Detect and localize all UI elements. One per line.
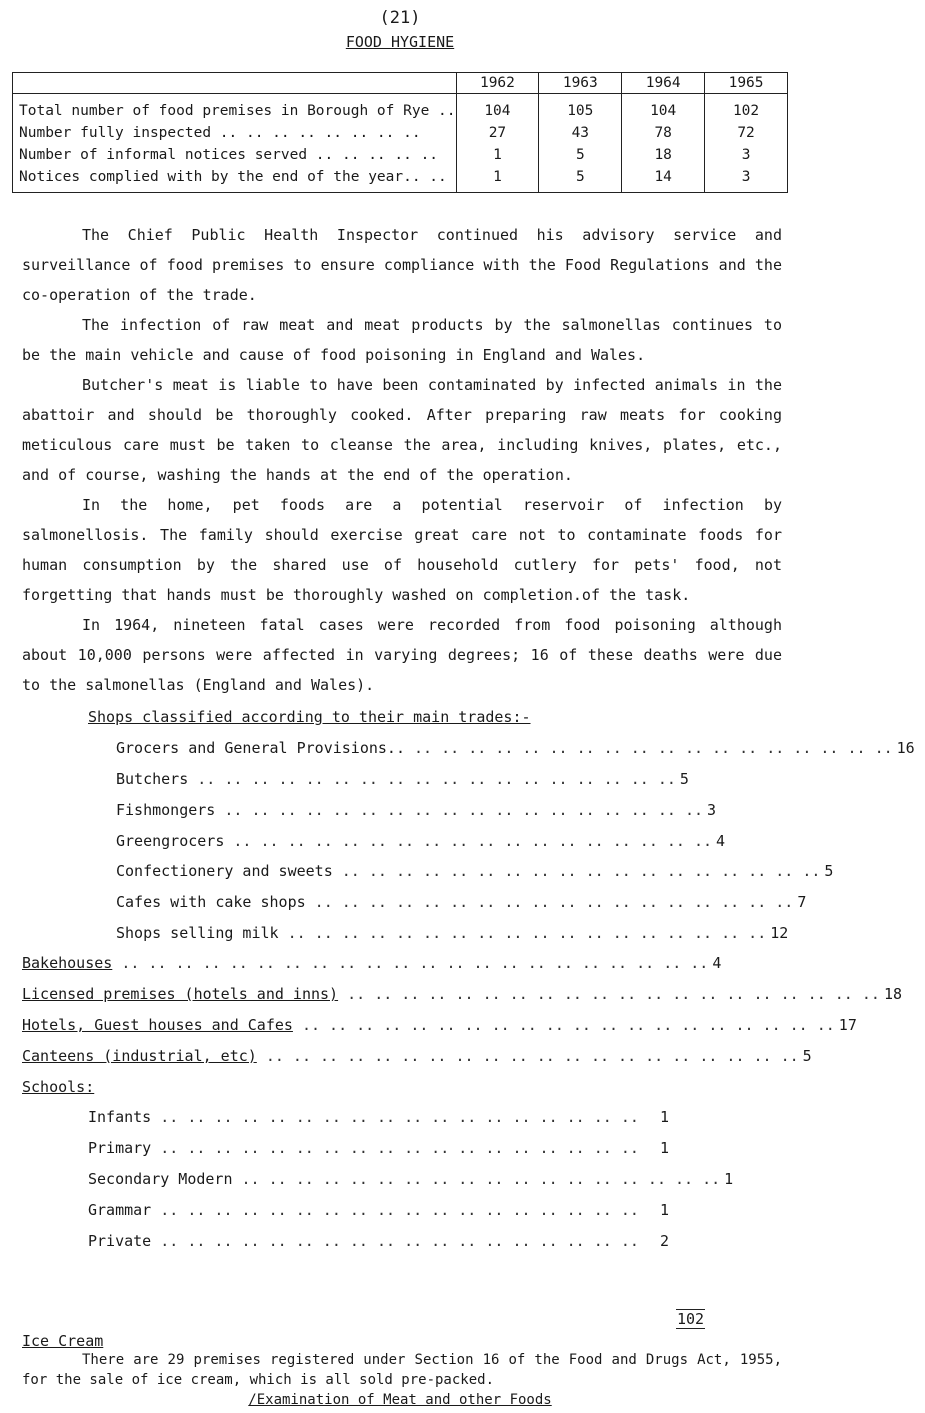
cell-value: 1 bbox=[456, 144, 539, 166]
shops-title-row bbox=[88, 702, 688, 733]
cell-value: 72 bbox=[705, 122, 788, 144]
cell-value: 1 bbox=[456, 166, 539, 193]
list-item: Private .. .. .. .. .. .. .. .. .. .. .. .. .. .. .. .. .. .. 2 bbox=[88, 1225, 688, 1256]
cell-value: 3 bbox=[705, 144, 788, 166]
year-header: 1963 bbox=[539, 73, 622, 94]
list-item: Butchers .. .. .. .. .. .. .. .. .. .. .. .. .. .. .. .. .. .. 5 bbox=[116, 764, 688, 795]
ice-cream-title: Ice Cream bbox=[22, 1332, 104, 1350]
item-value: 5 bbox=[679, 769, 689, 788]
list-item: Fishmongers .. .. .. .. .. .. .. .. .. .. .. .. .. .. .. .. .. .. 3 bbox=[116, 794, 688, 825]
page-heading bbox=[0, 33, 800, 51]
item-value: 5 bbox=[824, 862, 834, 881]
list-item: Shops selling milk .. .. .. .. .. .. .. .. .. .. .. .. .. .. .. .. .. .. 12 bbox=[116, 918, 688, 949]
table-row bbox=[13, 144, 788, 166]
list-item: Bakehouses .. .. .. .. .. .. .. .. .. .. .. .. .. .. .. .. .. .. .. .. .. .. 4 bbox=[22, 948, 688, 979]
item-value: 1 bbox=[724, 1169, 734, 1188]
list-item: Licensed premises (hotels and inns) .. .. .. .. .. .. .. .. .. .. .. .. .. .. .. .. .. .. .. .. 18 bbox=[22, 979, 688, 1010]
item-label: Grocers and General Provisions.. bbox=[116, 739, 405, 758]
list-item: Greengrocers .. .. .. .. .. .. .. .. .. .. .. .. .. .. .. .. .. .. 4 bbox=[116, 825, 688, 856]
list-item: Grammar .. .. .. .. .. .. .. .. .. .. .. .. .. .. .. .. .. .. 1 bbox=[88, 1194, 688, 1225]
cell-value: 27 bbox=[456, 122, 539, 144]
paragraph-advisory: The Chief Public Health Inspector continued his advisory service and surveillance of food premises to ensure compliance with the Food Regulations and the co-operation of the trade. bbox=[22, 226, 782, 304]
item-value: 4 bbox=[716, 831, 726, 850]
row-label: Notices complied with by the end of the year.. .. bbox=[13, 166, 457, 193]
cell-value: 43 bbox=[539, 122, 622, 144]
cell-value: 3 bbox=[705, 166, 788, 193]
list-item: Hotels, Guest houses and Cafes .. .. .. .. .. .. .. .. .. .. .. .. .. .. .. .. .. .. .. .. 17 bbox=[22, 1010, 688, 1041]
list-item: Secondary Modern .. .. .. .. .. .. .. .. .. .. .. .. .. .. .. .. .. .. 1 bbox=[88, 1164, 688, 1195]
item-label: Bakehouses bbox=[22, 954, 113, 973]
cell-value: 18 bbox=[622, 144, 705, 166]
food-premises-table bbox=[12, 72, 788, 193]
table-row bbox=[13, 166, 788, 193]
list-item: Cafes with cake shops .. .. .. .. .. .. .. .. .. .. .. .. .. .. .. .. .. .. 7 bbox=[116, 887, 688, 918]
item-label: Private bbox=[88, 1231, 152, 1250]
item-label: Primary bbox=[88, 1139, 152, 1158]
schools-title-row bbox=[22, 1071, 688, 1102]
item-value: 1 bbox=[660, 1108, 670, 1127]
shops-title: Shops classified according to their main trades:- bbox=[88, 708, 531, 727]
list-item: Canteens (industrial, etc) .. .. .. .. .. .. .. .. .. .. .. .. .. .. .. .. .. .. .. .. 5 bbox=[22, 1040, 688, 1071]
paragraph-salmonellas: The infection of raw meat and meat products by the salmonellas continues to be the main vehicle and cause of food poisoning in England and Wales. bbox=[22, 316, 782, 364]
cell-value: 14 bbox=[622, 166, 705, 193]
item-label: Secondary Modern bbox=[88, 1169, 233, 1188]
total-count bbox=[676, 1310, 705, 1328]
item-label: Licensed premises (hotels and inns) bbox=[22, 985, 339, 1004]
item-value: 4 bbox=[712, 954, 722, 973]
schools-items bbox=[22, 1102, 734, 1256]
cell-value: 105 bbox=[539, 94, 622, 123]
item-value: 17 bbox=[838, 1015, 857, 1034]
item-value: 5 bbox=[802, 1046, 812, 1065]
footer-text: /Examination of Meat and other Foods bbox=[248, 1392, 552, 1408]
item-label: Canteens (industrial, etc) bbox=[22, 1046, 257, 1065]
year-header: 1962 bbox=[456, 73, 539, 94]
item-label: Shops selling milk bbox=[116, 923, 279, 942]
list-item: Grocers and General Provisions.. .. .. .. .. .. .. .. .. .. .. .. .. .. .. .. .. .. .. 16 bbox=[116, 733, 688, 764]
table-row bbox=[13, 122, 788, 144]
item-label: Butchers bbox=[116, 769, 189, 788]
cell-value: 78 bbox=[622, 122, 705, 144]
item-value: 16 bbox=[896, 739, 915, 758]
shops-items bbox=[88, 733, 915, 949]
item-value: 7 bbox=[797, 893, 807, 912]
table-header-blank bbox=[13, 73, 457, 94]
heading-text: FOOD HYGIENE bbox=[345, 33, 455, 51]
cell-value: 5 bbox=[539, 166, 622, 193]
list-item: Infants .. .. .. .. .. .. .. .. .. .. .. .. .. .. .. .. .. .. 1 bbox=[88, 1102, 688, 1133]
year-header: 1964 bbox=[622, 73, 705, 94]
paragraph-butchers-meat: Butcher's meat is liable to have been contaminated by infected animals in the abattoir and should be thoroughly cooked. After preparing raw meats for cooking meticulous care must be taken to cleanse the area, including knives, plates, etc., and of course, washing the hands at the end of the operation. bbox=[22, 376, 782, 484]
continuation-footer bbox=[0, 1392, 800, 1408]
item-label: Confectionery and sweets bbox=[116, 862, 333, 881]
item-label: Fishmongers bbox=[116, 800, 216, 819]
item-value: 1 bbox=[660, 1200, 670, 1219]
table-header-row bbox=[13, 73, 788, 94]
list-item: Confectionery and sweets .. .. .. .. .. .. .. .. .. .. .. .. .. .. .. .. .. .. 5 bbox=[116, 856, 688, 887]
page-number: (21) bbox=[379, 8, 421, 28]
other-premises-list bbox=[22, 948, 902, 1256]
item-label: Infants bbox=[88, 1108, 152, 1127]
list-item: Primary .. .. .. .. .. .. .. .. .. .. .. .. .. .. .. .. .. .. 1 bbox=[88, 1133, 688, 1164]
item-value: 18 bbox=[883, 985, 902, 1004]
cell-value: 104 bbox=[622, 94, 705, 123]
cell-value: 104 bbox=[456, 94, 539, 123]
item-label: Hotels, Guest houses and Cafes bbox=[22, 1015, 293, 1034]
item-value: 3 bbox=[707, 800, 717, 819]
item-label: Greengrocers bbox=[116, 831, 225, 850]
table-row bbox=[13, 94, 788, 123]
item-label: Grammar bbox=[88, 1200, 152, 1219]
ice-cream-paragraph: There are 29 premises registered under Section 16 of the Food and Drugs Act, 1955, for the sale of ice cream, which is all sold pre-packed. bbox=[22, 1352, 782, 1388]
item-value: 2 bbox=[660, 1231, 670, 1250]
row-label: Number fully inspected .. .. .. .. .. .. .. .. bbox=[13, 122, 457, 144]
cell-value: 102 bbox=[705, 94, 788, 123]
row-label: Total number of food premises in Borough of Rye .. bbox=[13, 94, 457, 123]
paragraph-pet-foods: In the home, pet foods are a potential reservoir of infection by salmonellosis. The family should exercise great care not to contaminate foods for human consumption by the shared use of household cutlery for pets' food, not forgetting that hands must be thoroughly washed on completion.of the task. bbox=[22, 496, 782, 604]
item-value: 1 bbox=[660, 1139, 670, 1158]
paragraph-fatal-cases: In 1964, nineteen fatal cases were recorded from food poisoning although about 10,000 persons were affected in varying degrees; 16 of these deaths were due to the salmonellas (England and Wales). bbox=[22, 616, 782, 694]
schools-title: Schools: bbox=[22, 1077, 95, 1096]
cell-value: 5 bbox=[539, 144, 622, 166]
item-value: 12 bbox=[770, 923, 789, 942]
row-label: Number of informal notices served .. .. .. .. .. bbox=[13, 144, 457, 166]
total-value: 102 bbox=[677, 1310, 705, 1328]
premises-list bbox=[88, 702, 915, 948]
item-label: Cafes with cake shops bbox=[116, 893, 306, 912]
year-header: 1965 bbox=[705, 73, 788, 94]
